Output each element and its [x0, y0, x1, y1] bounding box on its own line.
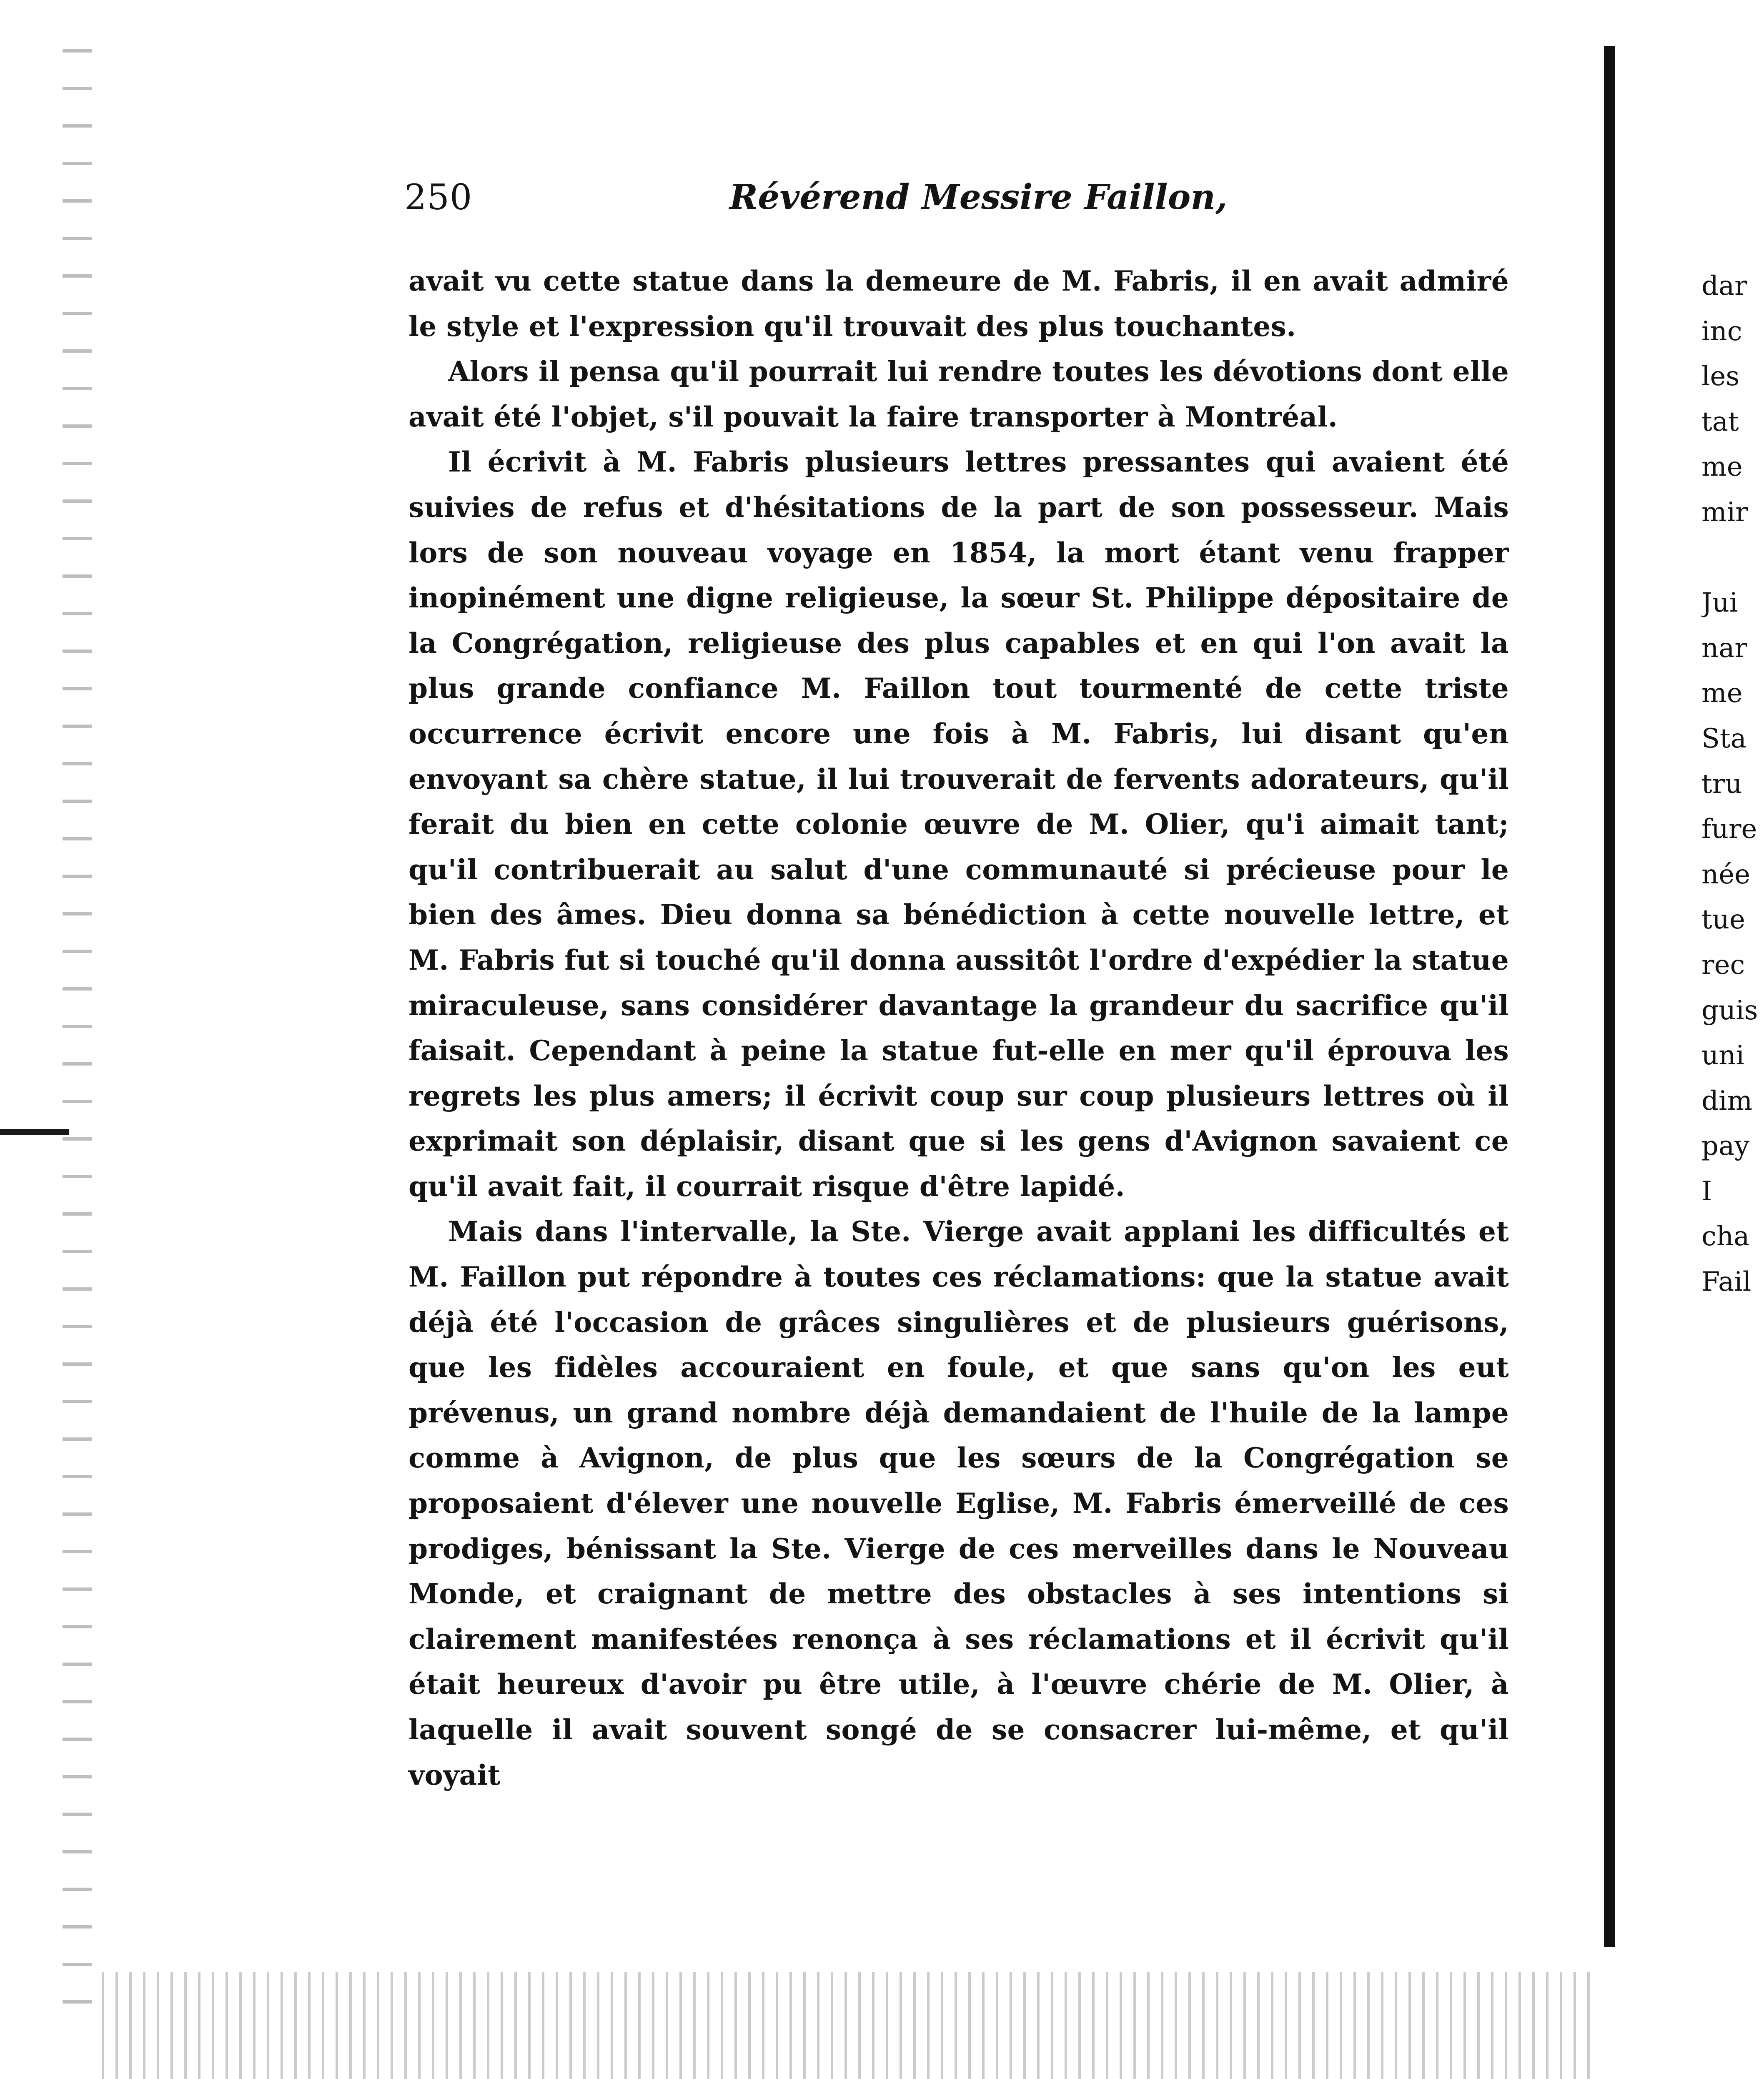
fragment-line: rec — [1701, 949, 1745, 981]
fragment-line: tat — [1701, 406, 1739, 437]
fragment-line: née — [1701, 859, 1750, 890]
page-number: 250 — [404, 177, 473, 218]
body-text — [408, 258, 1509, 1798]
fragment-line: uni — [1701, 1040, 1744, 1071]
running-title: Révérend Messire Faillon, — [729, 177, 1228, 217]
fragment-line: les — [1701, 361, 1740, 392]
fragment-line: I — [1701, 1176, 1712, 1207]
fragment-line: Sta — [1701, 723, 1746, 754]
fragment-line: fure — [1701, 814, 1757, 845]
fragment-line: pay — [1701, 1131, 1750, 1162]
fragment-line — [1701, 535, 1764, 581]
fragment-line: tru — [1701, 768, 1742, 800]
fragment-line: Jui — [1701, 587, 1738, 619]
page-header — [404, 174, 1505, 220]
paragraph: Mais dans l'intervalle, la Ste. Vierge avait applani les difficultés et M. Faillon put répondre à toutes ces réclamations: que la statue avait déjà été l'occasion de grâces singulières et de plusieurs guérisons, que les fidèles accouraient en foule, et que sans qu'on les eut prévenus, un grand nombre déjà demandaient de l'huile de la lampe comme à Avignon, de plus que les sœurs de la Congrégation se proposaient d'élever une nouvelle Eglise, M. Fabris émerveillé de ces prodiges, bénissant la Ste. Vierge de ces merveilles dans le Nouveau Monde, et craignant de mettre des obstacles à ses intentions si clairement manifestées renonça à ses réclamations et il écrivit qu'il était heureux d'avoir pu être utile, à l'œuvre chérie de M. Olier, à laquelle il avait souvent songé de se consacrer lui-même, et qu'il voyait — [408, 1215, 1509, 1791]
paragraph: Alors il pensa qu'il pourrait lui rendre toutes les dévotions dont elle avait été l'objet, s'il pouvait la faire transporter à Montréal. — [408, 355, 1509, 433]
paragraph: avait vu cette statue dans la demeure de M. Fabris, il en avait admiré le style et l'expression qu'il trouvait des plus touchantes. — [408, 265, 1509, 343]
fragment-line: dim — [1701, 1085, 1753, 1116]
fragment-line: Fail — [1701, 1266, 1751, 1298]
fragment-line: nar — [1701, 632, 1747, 664]
fragment-line: guis — [1701, 995, 1758, 1026]
binding-mark — [0, 1129, 69, 1135]
fragment-line: cha — [1701, 1221, 1750, 1252]
fragment-line: dar — [1701, 271, 1747, 301]
fragment-line: mir — [1701, 497, 1748, 528]
adjacent-page-fragments — [1701, 263, 1764, 1305]
fragment-line: tue — [1701, 904, 1745, 935]
fragment-line: me — [1701, 678, 1743, 709]
bottom-scan-noise — [96, 1972, 1596, 2079]
fragment-line: inc — [1701, 316, 1742, 347]
fragment-line: me — [1701, 451, 1743, 483]
page-gutter-bar — [1604, 46, 1615, 1947]
paragraph: Il écrivit à M. Fabris plusieurs lettres pressantes qui avaient été suivies de refus et d'hésitations de la part de son possesseur. Mais lors de son nouveau voyage en 1854, la mort étant venu frapper inopinément une digne religieuse, la sœur St. Philippe dépositaire de la Congrégation, religieuse des plus capables et en qui l'on avait la plus grande confiance M. Faillon tout tourmenté de cette triste occurrence écrivit encore une fois à M. Fabris, lui disant qu'en envoyant sa chère statue, il lui trouverait de fervents adorateurs, qu'il ferait du bien en cette colonie œuvre de M. Olier, qu'i aimait tant; qu'il contribuerait au salut d'une communauté si précieuse pour le bien des âmes. Dieu donna sa bénédiction à cette nouvelle lettre, et M. Fabris fut si touché qu'il donna aussitôt l'ordre d'expédier la statue miraculeuse, sans considérer davantage la grandeur du sacrifice qu'il faisait. Cependant à peine la statue fut-elle en mer qu'il éprouva les regrets les plus amers; il écrivit coup sur coup plusieurs lettres où il exprimait son déplaisir, disant que si les gens d'Avignon savaient ce qu'il avait fait, il courrait risque d'être lapidé. — [408, 446, 1509, 1203]
binding-edge-noise — [63, 33, 92, 2034]
